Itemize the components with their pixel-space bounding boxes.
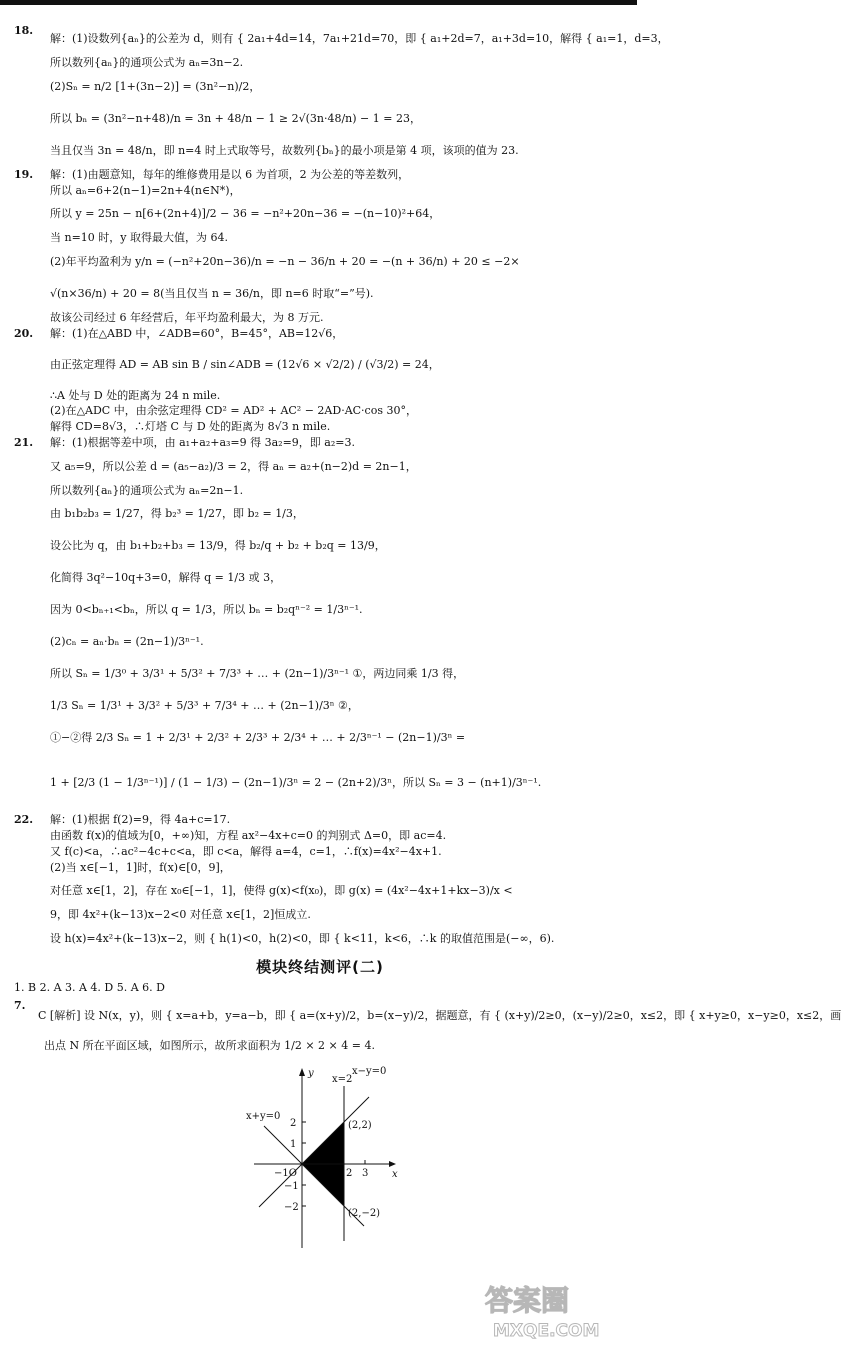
tick-label: 3 bbox=[362, 1168, 369, 1180]
solution-line: 由 b₁b₂b₃ = 1/27，得 b₂³ = 1/27，即 b₂ = 1/3， bbox=[50, 507, 304, 521]
solution-line: 解得 CD=8√3，∴灯塔 C 与 D 处的距离为 8√3 n mile. bbox=[50, 420, 331, 433]
solution-line: 又 f(c)<a，∴ac²−4c+c<a，即 c<a，解得 a=4，c=1，∴f(x)=4x²−4x+1. bbox=[50, 844, 442, 858]
problem-20 bbox=[14, 327, 626, 434]
solution-line: 对任意 x∈[1，2]，存在 x₀∈[−1，1]，使得 g(x)<f(x₀)，即 g(x) = (4x²−4x+1+kx−3)/x < bbox=[50, 884, 513, 898]
label-axis-x: x bbox=[392, 1169, 398, 1181]
solution-line: 化简得 3q²−10q+3=0，解得 q = 1/3 或 3， bbox=[50, 571, 282, 585]
tick-label: −1 bbox=[284, 1181, 299, 1193]
solution-line: (2)Sₙ = n/2 [1+(3n−2)] = (3n²−n)/2， bbox=[50, 79, 261, 93]
problem-number: 7. bbox=[14, 998, 26, 1012]
watermark-logo bbox=[479, 1278, 629, 1342]
solution-line: 设公比为 q，由 b₁+b₂+b₃ = 13/9，得 b₂/q + b₂ + b₂q = 13/9， bbox=[50, 539, 386, 553]
solution-line: 当且仅当 3n = 48/n，即 n=4 时上式取等号，故数列{bₙ}的最小项是第 4 项，该项的值为 23. bbox=[50, 143, 519, 157]
problem-18 bbox=[14, 24, 669, 166]
solution-line: 所以 bₙ = (3n²−n+48)/n = 3n + 48/n − 1 ≥ 2√(3n·48/n) − 1 = 23， bbox=[50, 111, 421, 125]
tick-label: 2 bbox=[290, 1118, 297, 1130]
solution-line: (2)cₙ = aₙ·bₙ = (2n−1)/3ⁿ⁻¹. bbox=[50, 635, 204, 649]
problem-number: 18. bbox=[14, 24, 34, 37]
solution-line: (2)当 x∈[−1，1]时，f(x)∈[0，9]， bbox=[50, 860, 231, 874]
solution-line: 解：(1)根据 f(2)=9，得 4a+c=17. bbox=[50, 813, 231, 827]
watermark-line-1: 答案圈 bbox=[485, 1284, 570, 1317]
solution-line: (2)年平均盈利为 y/n = (−n²+20n−36)/n = −n − 36/n + 20 = −(n + 36/n) + 20 ≤ −2× bbox=[50, 255, 520, 269]
label-x-minus-y: x−y=0 bbox=[352, 1066, 387, 1078]
solution-line: 所以 aₙ=6+2(n−1)=2n+4(n∈N*)， bbox=[50, 183, 241, 197]
solution-line: ①−②得 2/3 Sₙ = 1 + 2/3¹ + 2/3² + 2/3³ + 2/3⁴ + … + 2/3ⁿ⁻¹ − (2n−1)/3ⁿ = bbox=[50, 731, 466, 745]
solution-line: 解：(1)在△ABD 中，∠ADB=60°，B=45°，AB=12√6， bbox=[50, 326, 344, 340]
problem-7 bbox=[14, 998, 841, 1033]
solution-line: 因为 0<bₙ₊₁<bₙ，所以 q = 1/3，所以 bₙ = b₂qⁿ⁻² = 1/3ⁿ⁻¹. bbox=[50, 603, 363, 617]
solution-line: 由正弦定理得 AD = AB sin B / sin∠ADB = (12√6 × √2/2) / (√3/2) = 24， bbox=[50, 357, 440, 371]
solution-line: 所以数列{aₙ}的通项公式为 aₙ=3n−2. bbox=[50, 56, 244, 69]
problem-number: 21. bbox=[14, 435, 34, 449]
label-point-2-2: (2,2) bbox=[348, 1120, 372, 1132]
label-axis-y: y bbox=[308, 1068, 314, 1080]
watermark-svg bbox=[479, 1278, 629, 1342]
region-svg bbox=[244, 1056, 444, 1261]
solution-line: 故该公司经过 6 年经营后，年平均盈利最大，为 8 万元. bbox=[50, 311, 324, 324]
solution-line: 9，即 4x²+(k−13)x−2<0 对任意 x∈[1，2]恒成立. bbox=[50, 908, 311, 922]
section-title: 模块终结测评(二) bbox=[256, 958, 384, 976]
problem-21 bbox=[14, 436, 626, 812]
solution-line: 由函数 f(x)的值域为[0，+∞)知，方程 ax²−4x+c=0 的判别式 Δ=0，即 ac=4. bbox=[50, 829, 447, 842]
solution-line: 出点 N 所在平面区域，如图所示，故所求面积为 1/2 × 2 × 4 = 4. bbox=[44, 1038, 375, 1052]
solution-line: 设 h(x)=4x²+(k−13)x−2，则 { h(1)<0，h(2)<0，即 { k<11，k<6，∴k 的取值范围是(−∞，6). bbox=[50, 932, 555, 946]
solution-line: 解：(1)根据等差中项，由 a₁+a₂+a₃=9 得 3a₂=9，即 a₂=3. bbox=[50, 435, 355, 449]
solution-line: 1 + [2/3 (1 − 1/3ⁿ⁻¹)] / (1 − 1/3) − (2n−1)/3ⁿ = 2 − (2n+2)/3ⁿ，所以 Sₙ = 3 − (n+1)/3ⁿ⁻¹. bbox=[50, 776, 542, 790]
x-axis-arrow-icon bbox=[389, 1161, 396, 1167]
top-border bbox=[0, 0, 637, 5]
solution-line: 所以 y = 25n − n[6+(2n+4)]/2 − 36 = −n²+20n−36 = −(n−10)²+64， bbox=[50, 207, 441, 221]
label-point-2-m2: (2,−2) bbox=[348, 1208, 381, 1220]
feasible-region-figure bbox=[244, 1056, 444, 1261]
problem-22 bbox=[14, 813, 626, 954]
problem-number: 22. bbox=[14, 813, 34, 827]
solution-line: 解：(1)设数列{aₙ}的公差为 d，则有 { 2a₁+4d=14，7a₁+21d=70，即 { a₁+2d=7，a₁+3d=10，解得 { a₁=1，d=3， bbox=[50, 32, 669, 46]
problem-number: 20. bbox=[14, 326, 34, 340]
label-x-plus-y: x+y=0 bbox=[246, 1111, 281, 1123]
tick-label: −2 bbox=[284, 1202, 299, 1214]
problem-number: 19. bbox=[14, 167, 34, 181]
solution-line: 所以数列{aₙ}的通项公式为 aₙ=2n−1. bbox=[50, 483, 244, 497]
solution-line: (2)在△ADC 中，由余弦定理得 CD² = AD² + AC² − 2AD·AC·cos 30°， bbox=[50, 404, 417, 418]
solution-line: √(n×36/n) + 20 = 8(当且仅当 n = 36/n，即 n=6 时取“=”号). bbox=[50, 287, 374, 301]
watermark-line-2: MXQE.COM bbox=[493, 1321, 600, 1341]
multiple-choice-answers: 1. B 2. A 3. A 4. D 5. A 6. D bbox=[14, 980, 165, 994]
tick-label: 2 bbox=[346, 1168, 353, 1180]
y-axis-arrow-icon bbox=[299, 1068, 305, 1076]
label-x-eq-2: x=2 bbox=[332, 1074, 353, 1086]
problem-19 bbox=[14, 168, 626, 325]
solution-line: 当 n=10 时，y 取得最大值，为 64. bbox=[50, 231, 228, 245]
tick-label: 1 bbox=[290, 1139, 297, 1151]
solution-line: 又 a₅=9，所以公差 d = (a₅−a₂)/3 = 2，得 aₙ = a₂+(n−2)d = 2n−1， bbox=[50, 459, 417, 473]
solution-line: ∴A 处与 D 处的距离为 24 n mile. bbox=[50, 388, 221, 402]
origin-label: −1O bbox=[274, 1168, 297, 1180]
solution-line: 解：(1)由题意知，每年的维修费用是以 6 为首项，2 为公差的等差数列， bbox=[50, 167, 410, 181]
answer-page bbox=[14, 22, 841, 1261]
solution-line: 所以 Sₙ = 1/3⁰ + 3/3¹ + 5/3² + 7/3³ + … + (2n−1)/3ⁿ⁻¹ ①，两边同乘 1/3 得， bbox=[50, 667, 465, 681]
solution-line: 1/3 Sₙ = 1/3¹ + 3/3² + 5/3³ + 7/3⁴ + … + (2n−1)/3ⁿ ②， bbox=[50, 699, 359, 713]
solution-line: C [解析] 设 N(x，y)，则 { x=a+b，y=a−b，即 { a=(x+y)/2，b=(x−y)/2，据题意，有 { (x+y)/2≥0，(x−y)/2≥0，x≤2，即 { x+y≥0，x−y≥0，x≤2，画 bbox=[38, 1008, 841, 1022]
